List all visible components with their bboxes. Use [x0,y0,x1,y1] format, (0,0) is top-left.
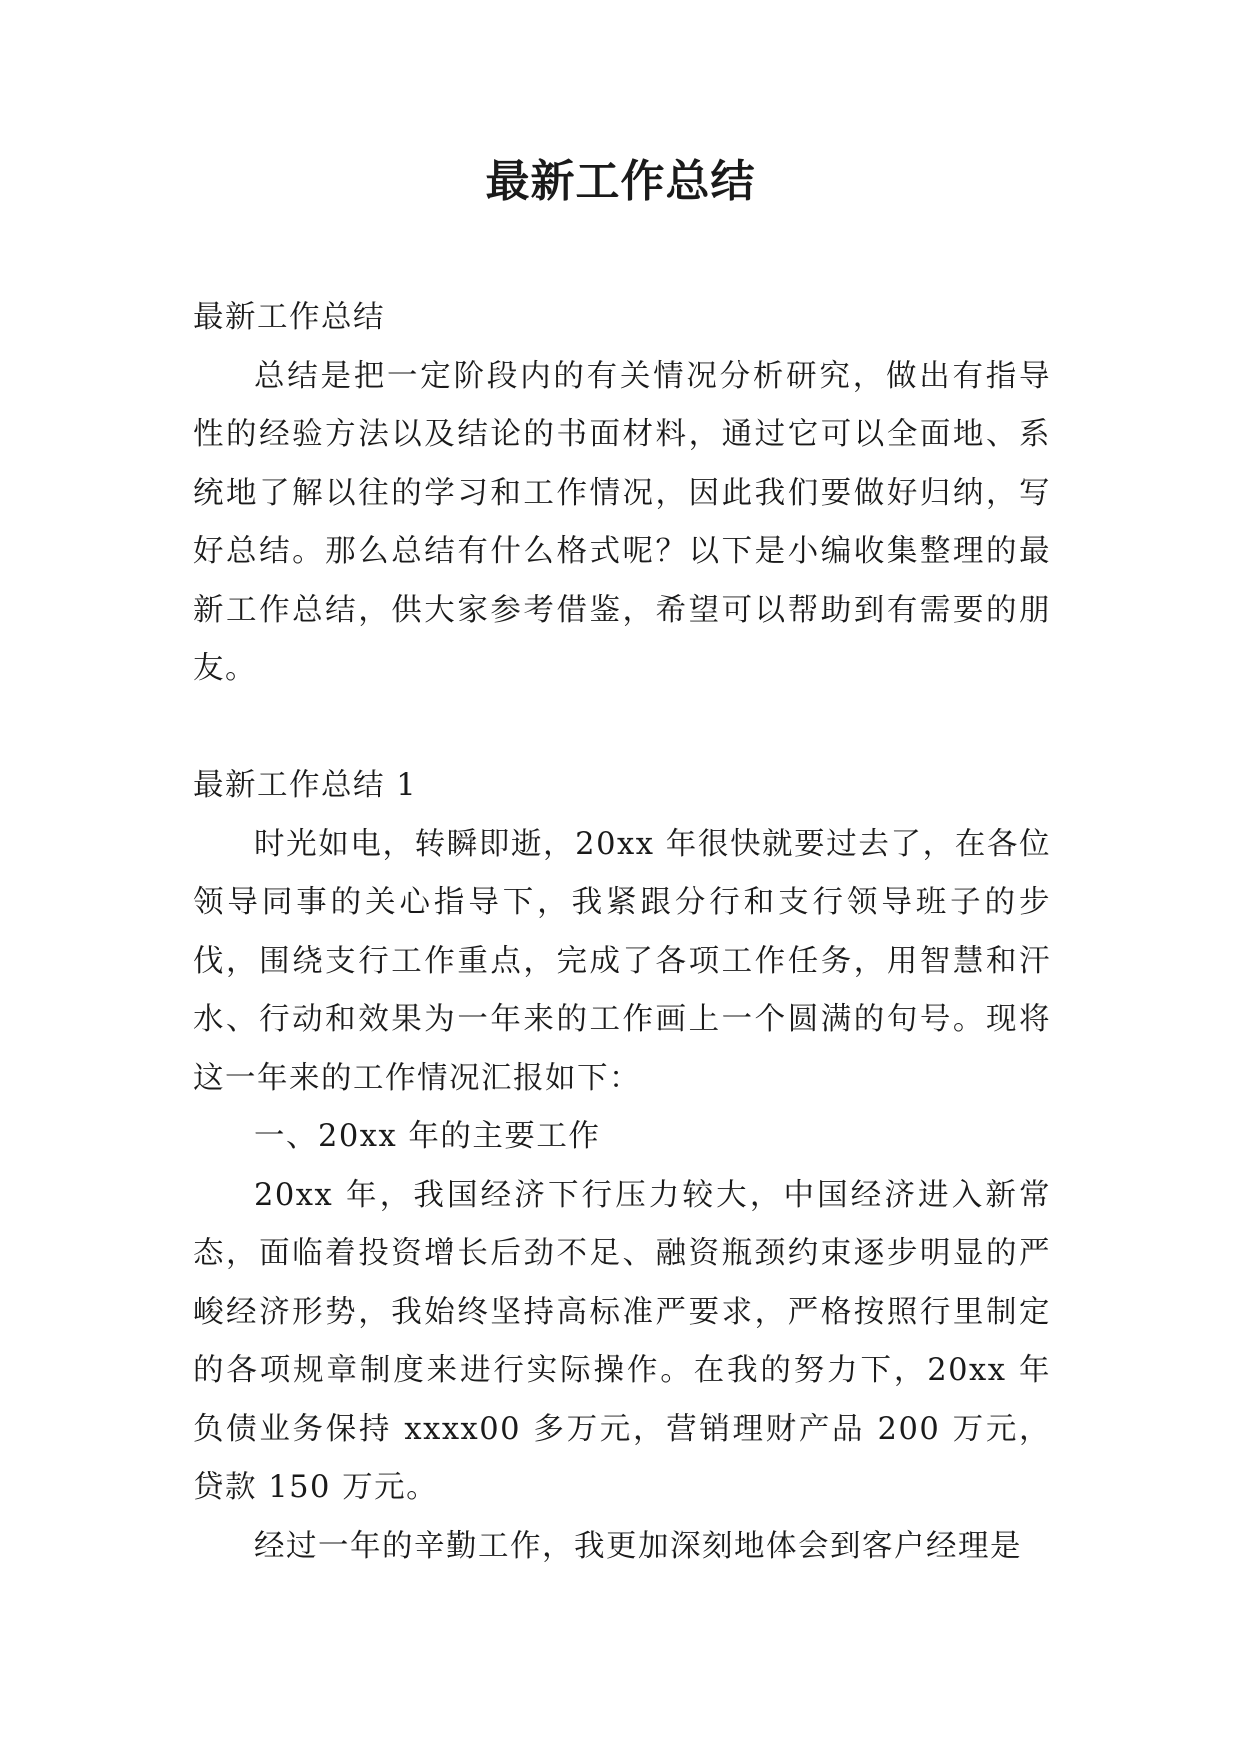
intro-paragraph: 总结是把一定阶段内的有关情况分析研究，做出有指导性的经验方法以及结论的书面材料，通过它可以全面地、系统地了解以往的学习和工作情况，因此我们要做好归纳，写好总结。那么总结有什么格式呢？以下是小编收集整理的最新工作总结，供大家参考借鉴，希望可以帮助到有需要的朋友。 [193,358,1051,686]
subheading: 一、20xx 年的主要工作 [254,1119,601,1154]
section-heading: 最新工作总结 1 [193,768,418,803]
body-paragraph: 20xx 年，我国经济下行压力较大，中国经济进入新常态，面临着投资增长后劲不足、融资瓶颈约束逐步明显的严峻经济形势，我始终坚持高标准严要求，严格按照行里制定的各项规章制度来进行实际操作。在我的努力下，20xx 年负债业务保持 xxxx00 多万元，营销理财产品 200 万元，贷款 150 万元。 [193,1177,1051,1505]
body-paragraph: 时光如电，转瞬即逝，20xx 年很快就要过去了，在各位领导同事的关心指导下，我紧跟分行和支行领导班子的步伐，围绕支行工作重点，完成了各项工作任务，用智慧和汗水、行动和效果为一年来的工作画上一个圆满的句号。现将这一年来的工作情况汇报如下： [193,826,1051,1096]
body-paragraph: 经过一年的辛勤工作，我更加深刻地体会到客户经理是 [254,1528,1022,1564]
document-title: 最新工作总结 [485,156,756,207]
paragraph-gap [193,699,1051,758]
document-heading: 最新工作总结 [193,300,385,335]
document-body [193,289,1051,1576]
